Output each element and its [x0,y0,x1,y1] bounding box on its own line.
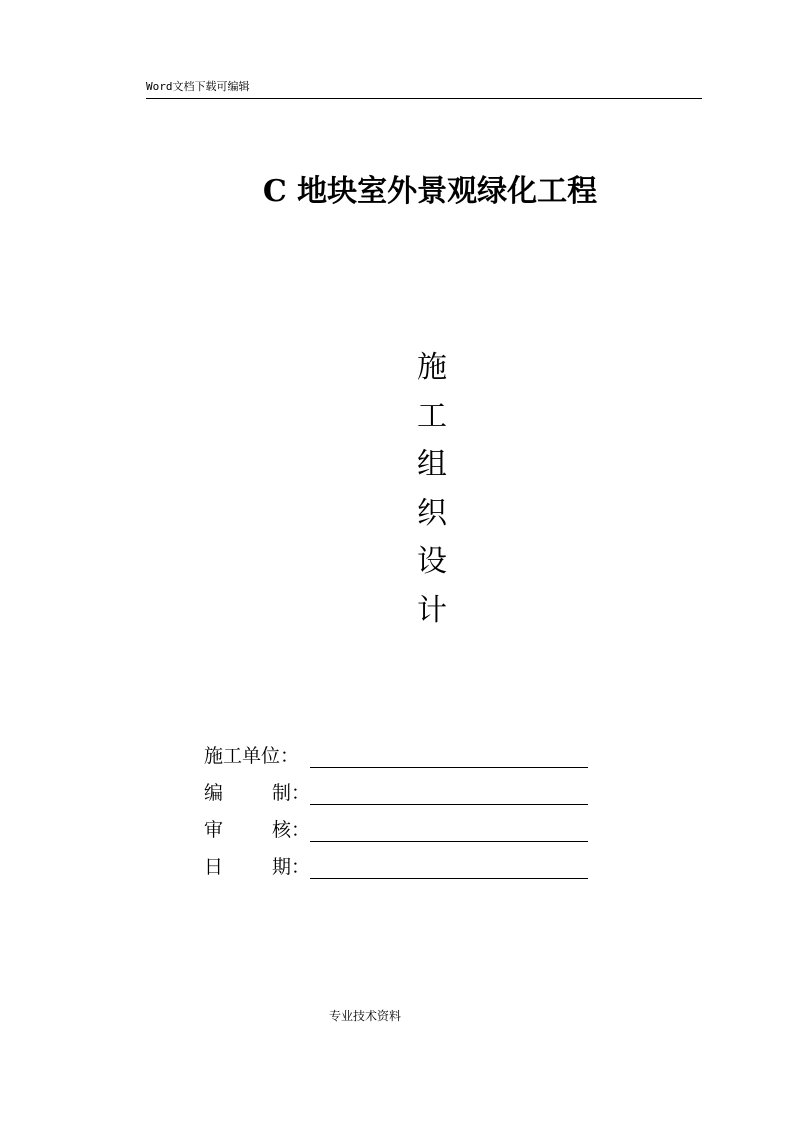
form-label-left: 日 [204,856,224,878]
form-label-left: 审 [204,819,224,841]
form-label [204,853,310,881]
form-label-left: 编 [204,782,224,804]
vertical-subtitle-char: 设 [417,544,447,579]
form-row-construction-unit [204,742,604,779]
footer-text: 专业技术资料 [328,1009,401,1023]
vertical-subtitle-char: 组 [417,447,447,482]
fill-in-line[interactable] [310,767,588,768]
vertical-subtitle-char: 施 [417,350,447,385]
header-text: Word文档下载可编辑 [146,80,250,93]
form-label-text: 施工单位： [204,745,300,767]
signature-form [204,742,604,890]
form-label [204,779,310,807]
form-label-right: 核： [271,819,310,841]
fill-in-line[interactable] [310,841,588,842]
form-row-reviewed-by [204,816,604,853]
fill-in-line[interactable] [310,878,588,879]
form-label-right: 制： [271,782,310,804]
vertical-subtitle-char: 工 [417,398,447,434]
form-row-date [204,853,604,890]
vertical-subtitle [412,344,452,635]
fill-in-line[interactable] [310,804,588,805]
form-label [204,742,310,770]
form-row-compiled-by [204,779,604,816]
form-label [204,816,310,844]
document-title: C 地块室外景观绿化工程 [262,174,598,209]
vertical-subtitle-char: 织 [417,495,447,531]
vertical-subtitle-char: 计 [417,592,447,628]
page-header [146,80,702,99]
form-label-right: 期： [271,856,310,878]
